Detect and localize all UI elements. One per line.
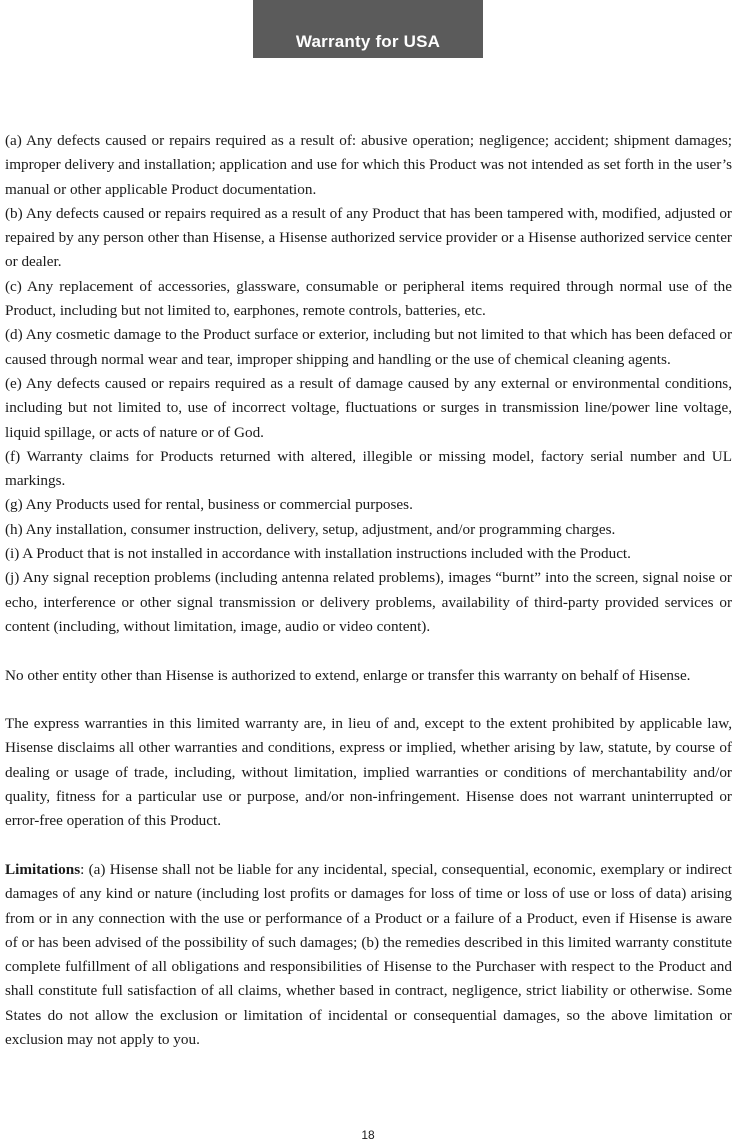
page-header-band: [253, 0, 483, 58]
page-title: Warranty for USA: [295, 32, 441, 51]
limitations-heading: Limitations: [5, 860, 81, 878]
paragraph-gap: [5, 639, 732, 663]
exclusion-item-d: (d) Any cosmetic damage to the Product surface or exterior, including but not limited to that which has been defaced or caused through normal wear and tear, improper shipping and handling or the use of chemical cleaning agents.: [5, 326, 732, 368]
exclusion-item-b: (b) Any defects caused or repairs required as a result of any Product that has been tampered with, modified, adjusted or repaired by any person other than Hisense, a Hisense authorized service provider or a Hisense authorized service center or dealer.: [5, 204, 732, 271]
exclusion-item-f: (f) Warranty claims for Products returned with altered, illegible or missing model, factory serial number and UL markings.: [5, 447, 732, 490]
exclusion-item-h: (h) Any installation, consumer instruction, delivery, setup, adjustment, and/or programming charges.: [5, 520, 616, 538]
exclusion-item-i: (i) A Product that is not installed in accordance with installation instructions included with the Product.: [5, 545, 631, 563]
page-number: 18: [361, 1128, 375, 1142]
limitations-text: : (a) Hisense shall not be liable for any incidental, special, consequential, economic, exemplary or indirect damages of any kind or nature (including lost profits or damages for loss of time or loss of use or loss of data) arising from or in any connection with the use or performance of a Product or a failure of a Product, even if Hisense is aware of or has been advised of the possibility of such damages; (b) the remedies described in this limited warranty constitute complete fulfillment of all obligations and responsibilities of Hisense to the Purchaser with respect to the Product and shall constitute full satisfaction of all claims, whether based in contract, negligence, strict liability or otherwise. Some States do not allow the exclusion or limitation of incidental or consequential damages, so the above limitation or exclusion may not apply to you.: [5, 860, 732, 1048]
paragraph-gap: [5, 834, 732, 858]
no-other-entity-paragraph: No other entity other than Hisense is authorized to extend, enlarge or transfer this warranty on behalf of Hisense.: [5, 666, 691, 684]
exclusion-item-a: (a) Any defects caused or repairs required as a result of: abusive operation; negligence; accident; shipment damages; improper delivery and installation; application and use for which this Product was not intended as set forth in the user’s manual or other applicable Product documentation.: [5, 132, 732, 198]
exclusion-item-g: (g) Any Products used for rental, business or commercial purposes.: [5, 496, 413, 514]
exclusion-item-e: (e) Any defects caused or repairs required as a result of damage caused by any external or environmental conditions, including but not limited to, use of incorrect voltage, fluctuations or surges in transmission line/power line voltage, liquid spillage, or acts of nature or of God.: [5, 374, 732, 441]
exclusion-item-j: (j) Any signal reception problems (including antenna related problems), images “burnt” into the screen, signal noise or echo, interference or other signal transmission or delivery problems, availability of third-party provided services or content (including, without limitation, image, audio or video content).: [5, 569, 732, 635]
warranty-body: [5, 129, 732, 1052]
express-warranties-paragraph: The express warranties in this limited warranty are, in lieu of and, except to the extent prohibited by applicable law, Hisense disclaims all other warranties and conditions, express or implied, whether arising by law, statute, by course of dealing or usage of trade, including, without limitation, implied warranties or conditions of merchantability and/or quality, fitness for a particular use or purpose, and/or non-infringement. Hisense does not warrant uninterrupted or error-free operation of this Product.: [5, 715, 732, 830]
limitations-paragraph: [5, 858, 732, 1052]
paragraph-gap: [5, 688, 732, 712]
exclusion-item-c: (c) Any replacement of accessories, glassware, consumable or peripheral items required through normal use of the Product, including but not limited to, earphones, remote controls, batteries, etc.: [5, 277, 732, 320]
